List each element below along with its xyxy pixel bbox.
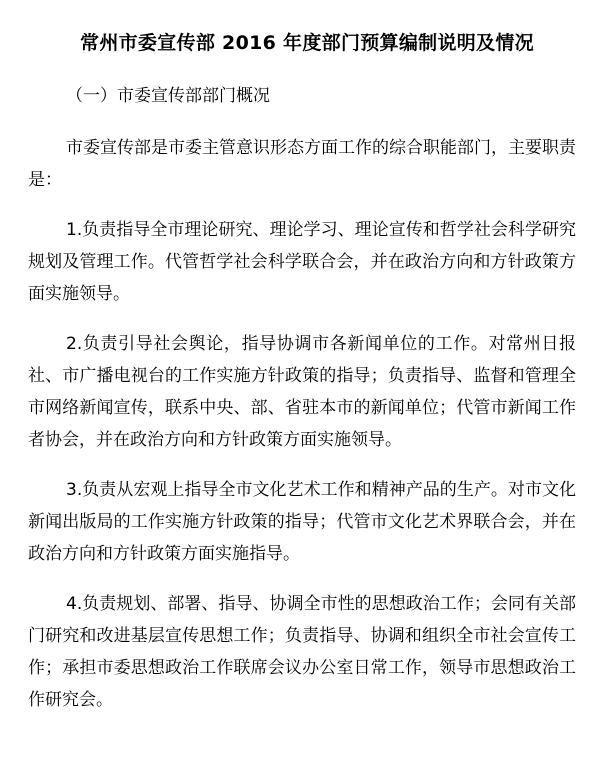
duty-item-2: 2.负责引导社会舆论，指导协调市各新闻单位的工作。对常州日报社、市广播电视台的工作实施方针政策的指导；负责指导、监督和管理全市网络新闻宣传，联系中央、部、省驻本市的新闻单位；代管市新闻工作者协会，并在政治方向和方针政策方面实施领导。: [28, 334, 576, 450]
document-title: 常州市委宣传部 2016 年度部门预算编制说明及情况: [80, 32, 534, 54]
section-heading: （一）市委宣传部部门概况: [66, 86, 270, 106]
duty-item-4: 4.负责规划、部署、指导、协调全市性的思想政治工作；会同有关部门研究和改进基层宣传思想工作；负责指导、协调和组织全市社会宣传工作；承担市委思想政治工作联席会议办公室日常工作，领导市思想政治工作研究会。: [28, 594, 576, 710]
intro-paragraph: 市委宣传部是市委主管意识形态方面工作的综合职能部门，主要职责是：: [28, 138, 576, 190]
duty-item-1: 1.负责指导全市理论研究、理论学习、理论宣传和哲学社会科学研究规划及管理工作。代管哲学社会科学联合会，并在政治方向和方针政策方面实施领导。: [28, 220, 576, 304]
duty-item-3: 3.负责从宏观上指导全市文化艺术工作和精神产品的生产。对市文化新闻出版局的工作实施方针政策的指导；代管市文化艺术界联合会，并在政治方向和方针政策方面实施指导。: [28, 480, 576, 564]
